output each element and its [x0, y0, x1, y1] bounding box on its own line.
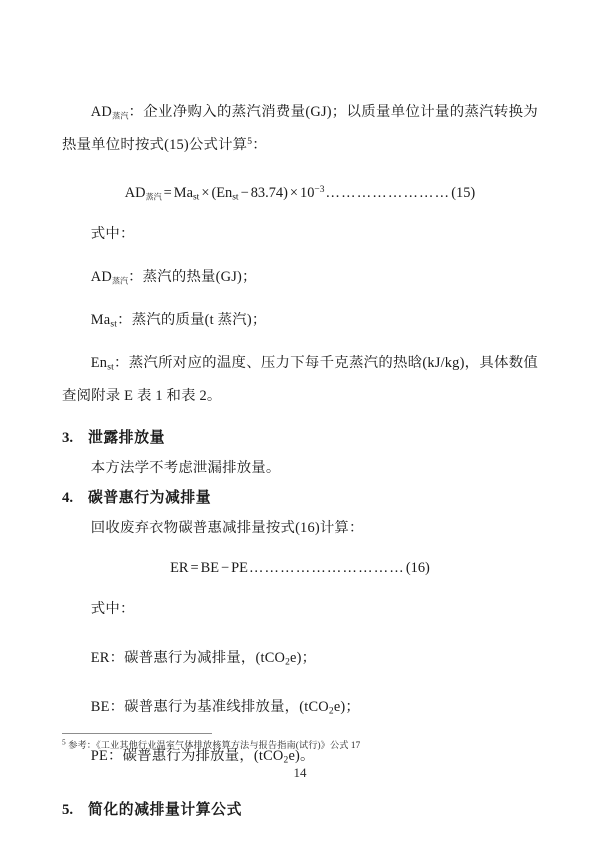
definition-pe-text: ：碳普惠行为排放量，(tCO: [108, 748, 284, 764]
formula-15: [62, 178, 538, 208]
subscript-2: 2: [328, 706, 334, 717]
spacer: [62, 543, 538, 553]
paragraph-ad-steam-intro: [62, 96, 538, 162]
subscript-steam: 蒸汽: [111, 276, 129, 286]
formula-16-expression: ER = BE − PE: [170, 560, 248, 576]
symbol-ad-steam: $AD_{蒸汽}$: [90, 269, 129, 286]
spacer: [62, 413, 538, 423]
page-number: 14: [293, 765, 307, 780]
footnote-separator: [62, 733, 212, 734]
definition-be-text: ：碳普惠行为基准线排放量，(tCO: [109, 699, 329, 715]
ad-steam-intro-text-tail: ：: [252, 137, 267, 153]
definition-en-st: [62, 347, 538, 413]
footnote-reference-5[interactable]: 5: [247, 137, 253, 148]
section-4-number: 4.: [62, 490, 74, 506]
subscript-st: st: [232, 192, 239, 203]
subscript-steam: 蒸汽: [145, 192, 162, 202]
spacer: [62, 626, 538, 642]
spacer: [62, 583, 538, 593]
subscript-2: 2: [285, 657, 291, 668]
spacer: [62, 337, 538, 347]
definition-ma-st-text: ：蒸汽的质量(t 蒸汽)；: [117, 312, 267, 328]
definition-ma-st: [62, 304, 538, 337]
formula-16-number: (16): [405, 560, 430, 576]
where-label-1: 式中：: [90, 226, 135, 242]
spacer: [62, 162, 538, 178]
definition-er-text-tail: e)；: [290, 650, 317, 666]
section-3-title: 泄露排放量: [88, 430, 165, 446]
section-5-title: 简化的减排量计算公式: [88, 802, 242, 818]
subscript-st: st: [192, 192, 200, 203]
footnote-text: 参考：《工业其他行业温室气体排放核算方法与报告指南(试行)》公式 17: [65, 740, 361, 750]
section-heading-5: [62, 795, 538, 825]
where-label-2: 式中：: [90, 601, 135, 617]
symbol-ad-steam: $AD_{蒸汽}$: [90, 104, 129, 121]
exponent-minus-3: −3: [314, 185, 325, 196]
footnote-5: [62, 738, 538, 752]
leader-dots: …………………………: [248, 560, 405, 576]
subscript-st: st: [107, 362, 114, 373]
definition-en-st-text: ：蒸汽所对应的温度、压力下每千克蒸汽的热晗(kJ/kg)，具体数值查阅附录 E 表 1 和表 2。: [62, 355, 538, 404]
definition-er-text: ：碳普惠行为减排量，(tCO: [109, 650, 286, 666]
spacer: [62, 294, 538, 304]
definition-ad-steam-text: ：蒸汽的热量(GJ)；: [128, 269, 257, 285]
definition-be-text-tail: e)；: [333, 699, 360, 715]
section-heading-4: [62, 483, 538, 513]
definition-ad-steam: [62, 261, 538, 294]
section-3-body: 本方法学不考虑泄漏排放量。: [90, 460, 281, 476]
definition-be: [62, 691, 538, 724]
spacer: [62, 675, 538, 691]
formula-16: [62, 553, 538, 583]
formula-15-expression: $AD_{蒸汽} = Ma_{st} \times (En_{st} - 83.74) \times 10^{-3}$: [124, 185, 325, 203]
spacer: [62, 208, 538, 218]
definition-er: [62, 642, 538, 675]
subscript-st: st: [110, 319, 118, 330]
subscript-2: 2: [283, 755, 289, 766]
footnote-area: [62, 733, 538, 752]
section-3-number: 3.: [62, 430, 74, 446]
symbol-en-st: $En_{st}$: [90, 355, 114, 373]
section-4-title: 碳普惠行为减排量: [88, 490, 212, 506]
footnote-marker: 5: [62, 737, 66, 747]
leader-dots: ……………………: [325, 185, 451, 201]
symbol-pe: PE: [90, 748, 108, 764]
section-heading-3: [62, 423, 538, 453]
symbol-be: BE: [90, 699, 110, 715]
section-5-number: 5.: [62, 802, 74, 818]
formula-15-number: (15): [451, 185, 476, 201]
symbol-er: ER: [90, 650, 110, 666]
ad-steam-intro-text: ：企业净购入的蒸汽消费量(GJ)；以质量单位计量的蒸汽转换为热量单位时按式(15)公式计算: [62, 104, 538, 153]
symbol-ma-st: $Ma_{st}$: [90, 312, 118, 330]
section-4-body: 回收废弃衣物碳普惠减排量按式(16)计算：: [90, 520, 364, 536]
page-body: [62, 96, 538, 825]
spacer: [62, 251, 538, 261]
subscript-steam: 蒸汽: [111, 111, 129, 121]
definition-pe-text-tail: e)。: [288, 748, 315, 764]
